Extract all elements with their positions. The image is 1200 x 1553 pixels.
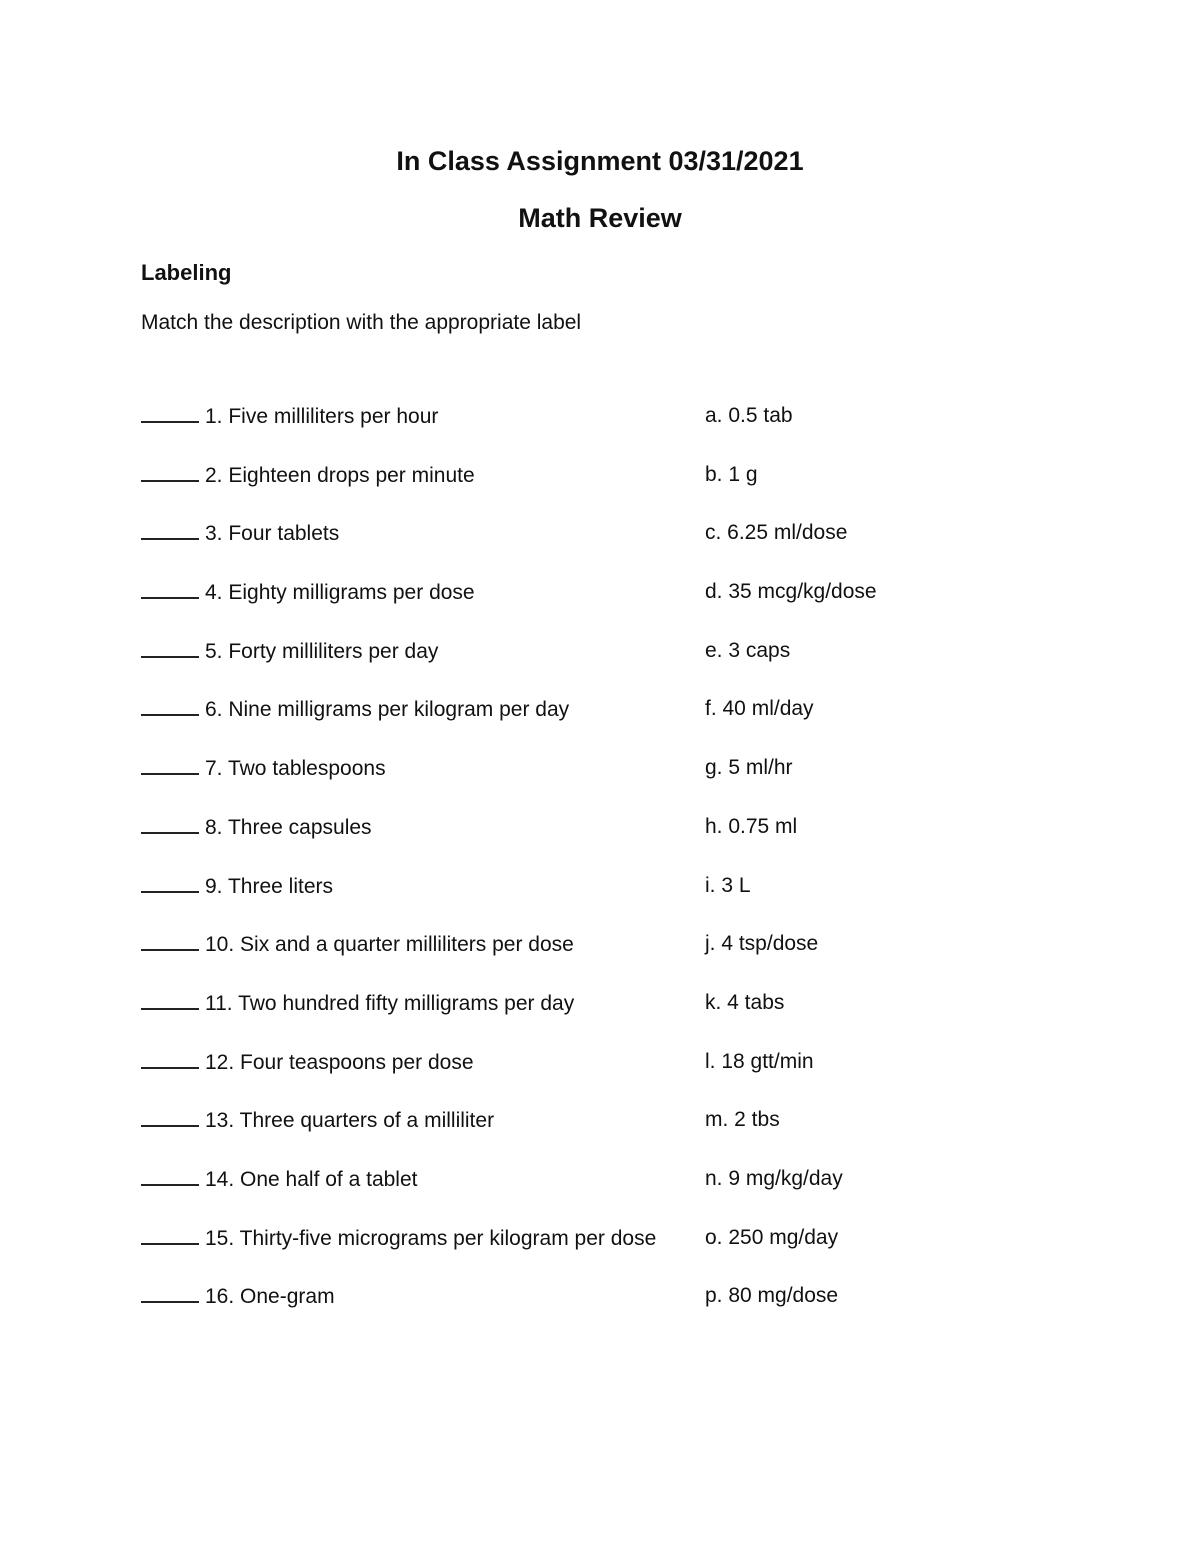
item-description (141, 579, 475, 606)
item-label: k. 4 tabs (705, 990, 785, 1014)
page-title: In Class Assignment 03/31/2021 (396, 146, 804, 176)
description-text: 7. Two tablespoons (205, 757, 386, 781)
answer-blank[interactable] (141, 520, 199, 540)
list-item (141, 579, 1041, 638)
answer-blank[interactable] (141, 814, 199, 834)
item-description (141, 755, 386, 782)
item-label: c. 6.25 ml/dose (705, 521, 848, 545)
item-description (141, 814, 372, 841)
description-text: 9. Three liters (205, 874, 333, 898)
section-heading: Labeling (141, 260, 232, 285)
item-description (141, 638, 438, 665)
answer-blank[interactable] (141, 1166, 199, 1186)
item-label: o. 250 mg/day (705, 1225, 839, 1249)
description-text: 15. Thirty-five micrograms per kilogram per dose (205, 1226, 657, 1250)
item-description (141, 403, 438, 430)
description-text: 4. Eighty milligrams per dose (205, 581, 475, 605)
list-item (141, 931, 1041, 990)
description-text: 10. Six and a quarter milliliters per dose (205, 933, 574, 957)
item-description (141, 1107, 494, 1134)
list-item (141, 1166, 1041, 1225)
item-description (141, 1225, 656, 1252)
item-label: f. 40 ml/day (705, 697, 814, 721)
description-text: 2. Eighteen drops per minute (205, 463, 475, 487)
item-label: m. 2 tbs (705, 1108, 780, 1132)
item-description (141, 990, 574, 1017)
answer-blank[interactable] (141, 1225, 199, 1245)
item-description (141, 1166, 417, 1193)
list-item (141, 462, 1041, 521)
answer-blank[interactable] (141, 755, 199, 775)
matching-list (141, 403, 1041, 1342)
item-description (141, 1283, 335, 1310)
item-description (141, 1049, 474, 1076)
answer-blank[interactable] (141, 1049, 199, 1069)
item-label: p. 80 mg/dose (705, 1284, 839, 1308)
description-text: 5. Forty milliliters per day (205, 639, 439, 663)
description-text: 1. Five milliliters per hour (205, 405, 439, 428)
item-description (141, 462, 475, 489)
list-item (141, 520, 1041, 579)
item-label: l. 18 gtt/min (705, 1049, 814, 1073)
item-label: j. 4 tsp/dose (705, 932, 819, 956)
description-text: 3. Four tablets (205, 522, 340, 546)
instruction-text: Match the description with the appropriate label (141, 311, 582, 334)
item-label: i. 3 L (705, 873, 751, 897)
answer-blank[interactable] (141, 1107, 199, 1127)
item-label: g. 5 ml/hr (705, 756, 793, 780)
item-description (141, 931, 574, 958)
answer-blank[interactable] (141, 1283, 199, 1303)
list-item (141, 873, 1041, 932)
answer-blank[interactable] (141, 873, 199, 893)
list-item (141, 814, 1041, 873)
answer-blank[interactable] (141, 462, 199, 482)
list-item (141, 1283, 1041, 1342)
item-label: b. 1 g (705, 462, 758, 486)
list-item (141, 1049, 1041, 1108)
answer-blank[interactable] (141, 990, 199, 1010)
description-text: 12. Four teaspoons per dose (205, 1050, 474, 1074)
description-text: 6. Nine milligrams per kilogram per day (205, 698, 570, 722)
item-label: n. 9 mg/kg/day (705, 1166, 843, 1190)
list-item (141, 696, 1041, 755)
description-text: 14. One half of a tablet (205, 1167, 418, 1191)
item-label: e. 3 caps (705, 638, 791, 662)
item-description (141, 873, 333, 900)
list-item (141, 638, 1041, 697)
list-item (141, 403, 1041, 462)
item-description (141, 696, 569, 723)
list-item (141, 1225, 1041, 1284)
answer-blank[interactable] (141, 579, 199, 599)
description-text: 11. Two hundred fifty milligrams per day (205, 991, 575, 1015)
list-item (141, 1107, 1041, 1166)
list-item (141, 990, 1041, 1049)
page-subtitle: Math Review (518, 203, 682, 233)
description-text: 8. Three capsules (205, 815, 372, 839)
item-label: h. 0.75 ml (705, 814, 798, 838)
answer-blank[interactable] (141, 931, 199, 951)
description-text: 13. Three quarters of a milliliter (205, 1109, 495, 1133)
item-description (141, 520, 339, 547)
answer-blank[interactable] (141, 638, 199, 658)
answer-blank[interactable] (141, 403, 199, 423)
description-text: 16. One-gram (205, 1285, 335, 1309)
item-label: d. 35 mcg/kg/dose (705, 580, 877, 604)
answer-blank[interactable] (141, 696, 199, 716)
list-item (141, 755, 1041, 814)
item-label: a. 0.5 tab (705, 404, 793, 427)
